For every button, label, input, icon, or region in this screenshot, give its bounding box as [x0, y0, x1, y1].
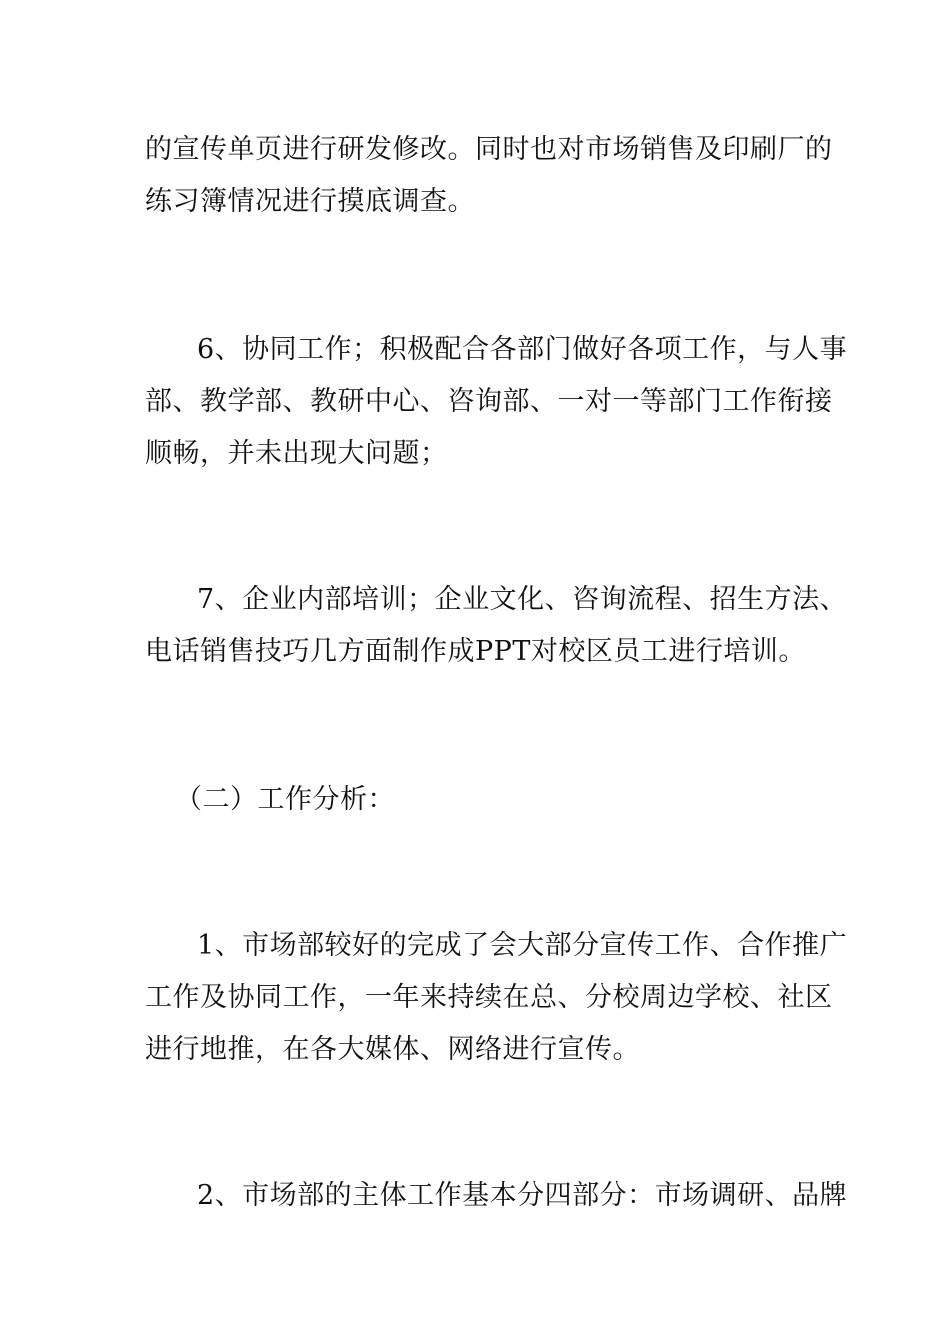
section-heading-work-analysis: [145, 774, 810, 826]
text-line: 2、市场部的主体工作基本分四部分：市场调研、品牌: [197, 1180, 848, 1211]
text-line: 的宣传单页进行研发修改。同时也对市场销售及印刷厂的: [145, 134, 833, 165]
paragraph-analysis-1: [145, 920, 848, 1076]
text-line: 6、协同工作；积极配合各部门做好各项工作，与人事: [197, 334, 848, 365]
text-line: 工作及协同工作，一年来持续在总、分校周边学校、社区: [145, 982, 833, 1013]
paragraph-continued: [145, 124, 833, 228]
text-line: 部、教学部、教研中心、咨询部、一对一等部门工作衔接: [145, 386, 833, 417]
paragraph-analysis-2: [145, 1170, 848, 1222]
text-line: 顺畅，并未出现大问题；: [145, 438, 448, 469]
paragraph-item-7: [145, 574, 848, 678]
text-line: 7、企业内部培训；企业文化、咨询流程、招生方法、: [197, 584, 848, 615]
paragraph-item-6: [145, 324, 848, 480]
text-line: 1、市场部较好的完成了会大部分宣传工作、合作推广: [197, 930, 848, 961]
text-line: 进行地推，在各大媒体、网络进行宣传。: [145, 1034, 640, 1065]
text-line: 练习簿情况进行摸底调查。: [145, 186, 475, 217]
heading-text: （二）工作分析：: [175, 784, 395, 815]
text-line: 电话销售技巧几方面制作成PPT对校区员工进行培训。: [145, 636, 806, 667]
